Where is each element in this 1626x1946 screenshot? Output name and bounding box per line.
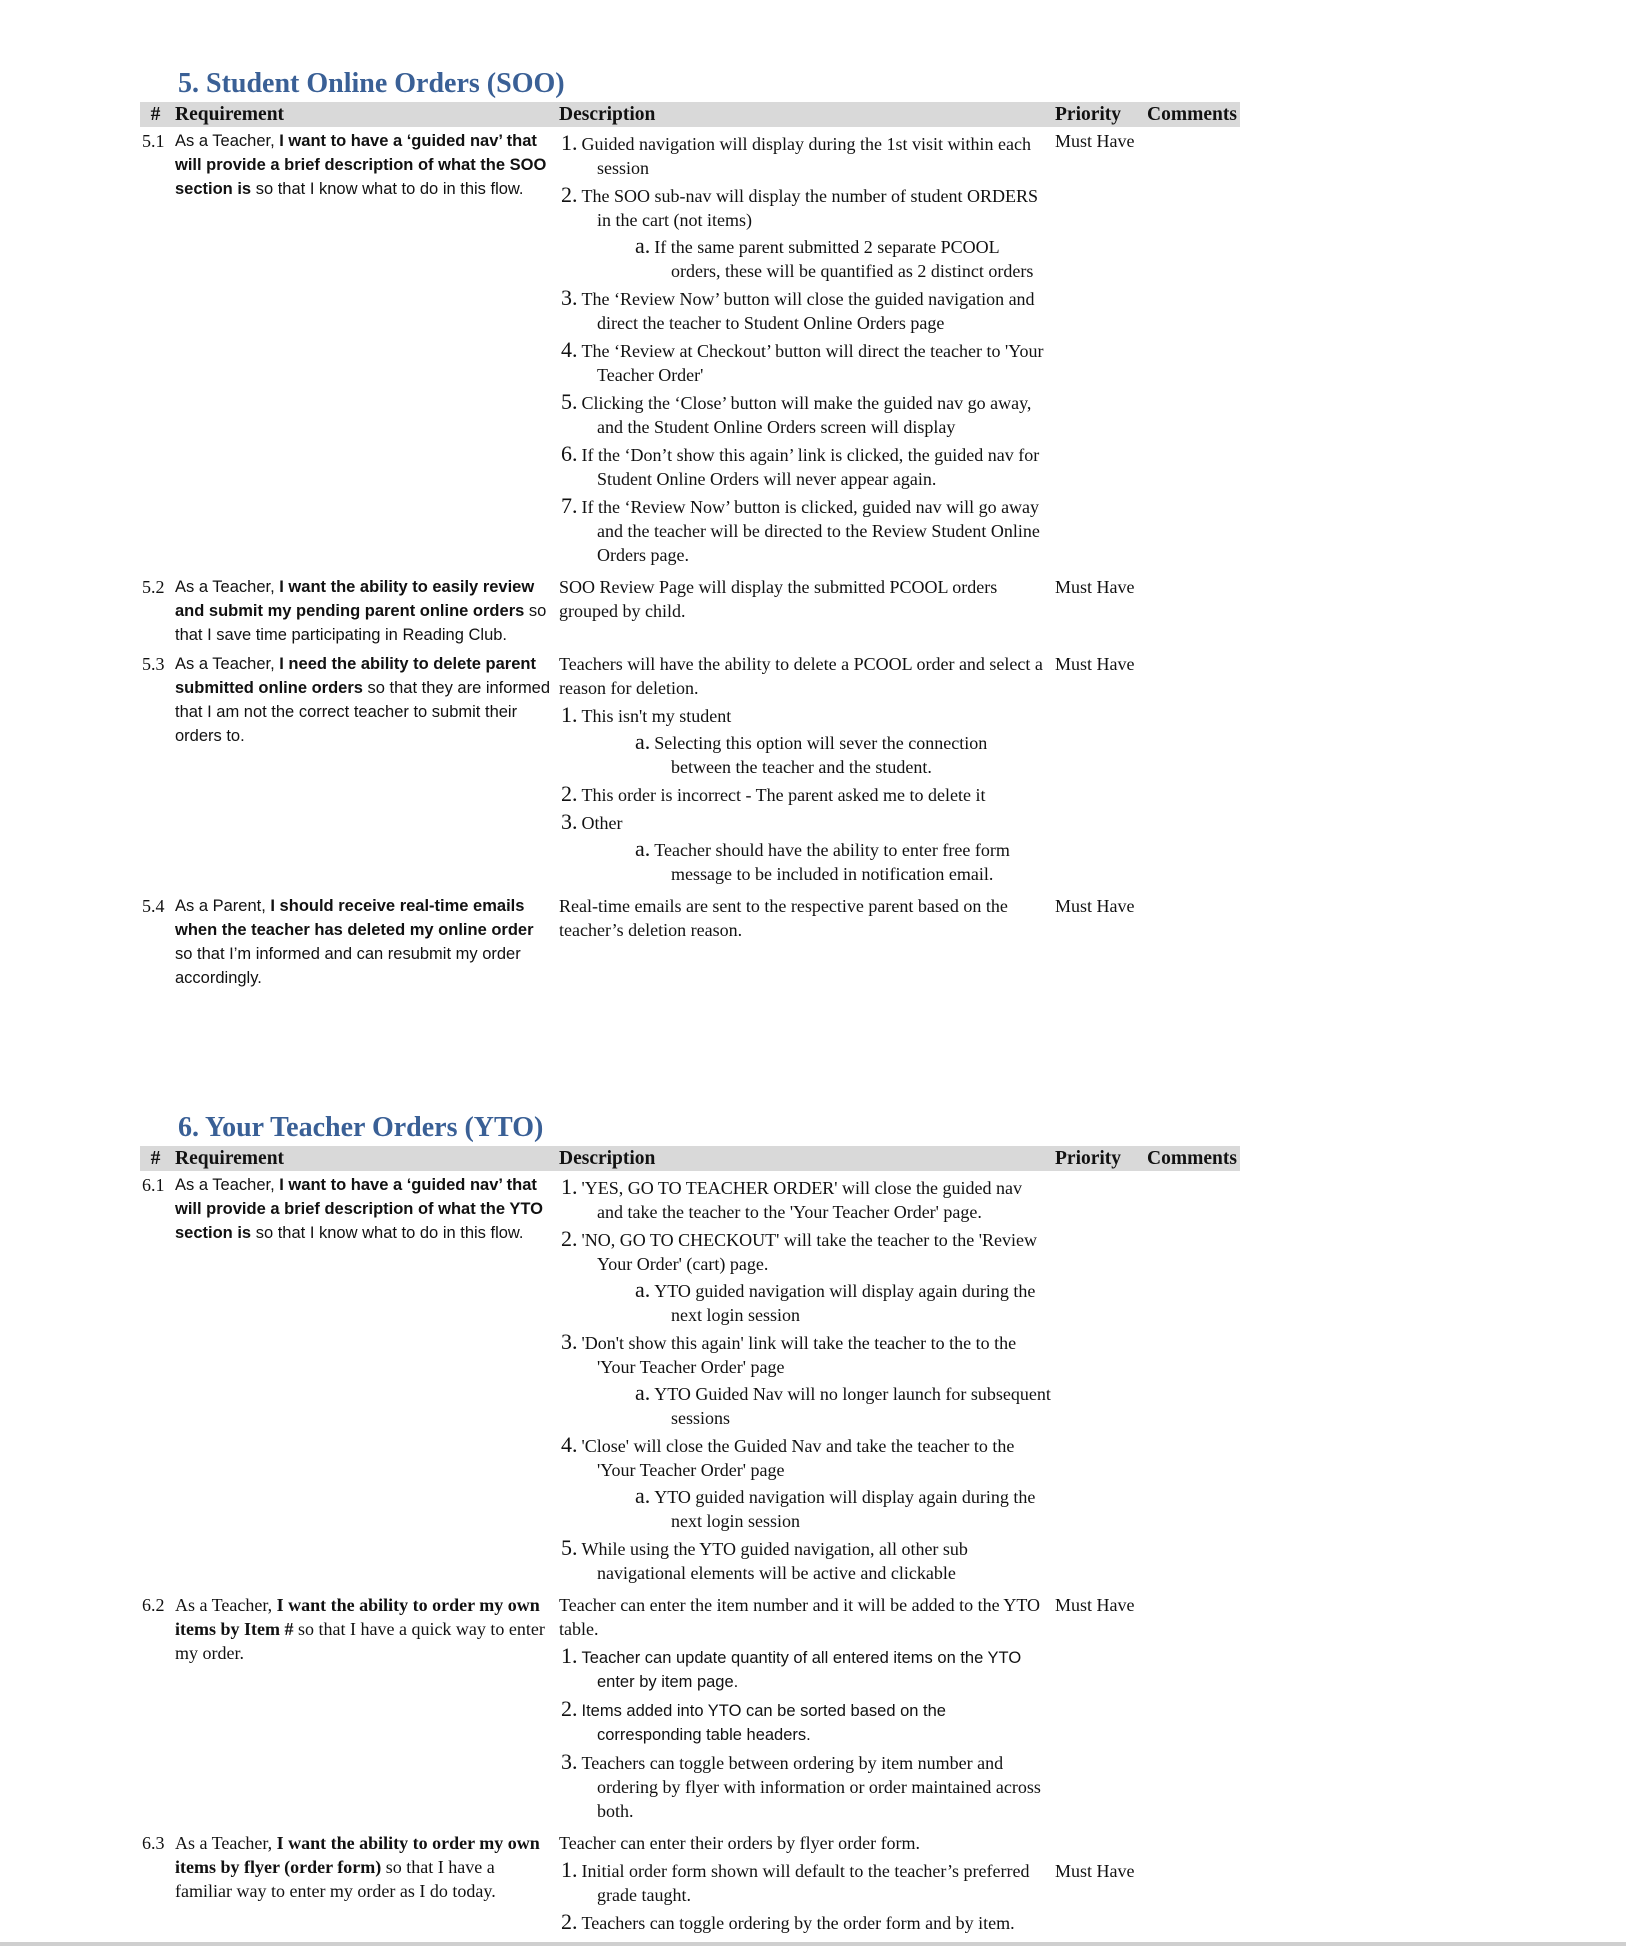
comments-cell (1145, 650, 1240, 892)
description-cell (557, 650, 1053, 892)
list-item: 6. If the ‘Don’t show this again’ link is clicked, the guided nav for Student Online Orders will never appear again. (561, 441, 1040, 489)
comments-cell (1145, 573, 1240, 650)
list-subitem: a. If the same parent submitted 2 separate PCOOL orders, these will be quantified as 2 distinct orders (635, 233, 1034, 281)
table-row (140, 573, 1240, 650)
priority-cell: Must Have (1055, 577, 1135, 597)
table-row (140, 127, 1240, 573)
requirement-text: As a Teacher, I need the ability to delete parent submitted online orders so that they are informed that I am not the correct teacher to submit their orders to. (175, 655, 551, 745)
section-title-soo: 5. Student Online Orders (SOO) (178, 68, 565, 99)
list-subitem: a. YTO Guided Nav will no longer launch for subsequent sessions (635, 1380, 1051, 1428)
header-description: Description (557, 1146, 1053, 1171)
list-item: 5. While using the YTO guided navigation, all other sub navigational elements will be active and clickable (561, 1535, 968, 1583)
priority-cell (1053, 1171, 1145, 1591)
list-item: 2. Teachers can toggle ordering by the order form and by item. (561, 1909, 1015, 1934)
list-subitem: a. Selecting this option will sever the connection between the teacher and the student. (635, 729, 988, 777)
table-header-row (140, 102, 1240, 127)
description-intro: Teacher can enter their orders by flyer order form. (559, 1833, 921, 1853)
header-description: Description (557, 102, 1053, 127)
requirements-table-soo (140, 102, 1240, 993)
requirement-text: As a Teacher, I want the ability to order my own items by Item # so that I have a quick way to enter my order. (175, 1595, 545, 1663)
priority-cell: Must Have (1055, 654, 1135, 674)
table-row (140, 650, 1240, 892)
comments-cell (1145, 1171, 1240, 1591)
requirement-text: As a Teacher, I want to have a ‘guided nav’ that will provide a brief description of what the SOO section is so that I know what to do in this flow. (175, 132, 547, 198)
table-row (140, 1171, 1240, 1591)
description-cell (557, 1591, 1053, 1829)
requirement-text: As a Teacher, I want the ability to easily review and submit my pending parent online orders so that I save time participating in Reading Club. (175, 578, 547, 644)
list-item: 7. If the ‘Review Now’ button is clicked, guided nav will go away and the teacher will be directed to the Review Student Online Orders page. (561, 493, 1040, 565)
comments-cell (1145, 1591, 1240, 1829)
row-number: 6.2 (142, 1595, 165, 1615)
table-row (140, 1829, 1240, 1941)
description-cell (557, 1171, 1053, 1591)
list-item: 2. Items added into YTO can be sorted based on the corresponding table headers. (561, 1696, 946, 1744)
comments-cell (1145, 1829, 1240, 1941)
description-list (559, 131, 1051, 567)
list-item: 2. This order is incorrect - The parent asked me to delete it (561, 781, 986, 806)
row-number: 5.2 (142, 577, 165, 597)
priority-cell: Must Have (1055, 1595, 1135, 1615)
requirement-text: As a Teacher, I want to have a ‘guided nav’ that will provide a brief description of what the YTO section is so that I know what to do in this flow. (175, 1176, 543, 1242)
description-list (559, 703, 1051, 886)
list-item: 3. Other a. Teacher should have the ability to enter free form message to be included in notification email. (559, 810, 1051, 886)
list-item: 3. Teachers can toggle between ordering by item number and ordering by flyer with information or order maintained across both. (561, 1749, 1041, 1821)
table-header-row (140, 1146, 1240, 1171)
list-item: 2. 'NO, GO TO CHECKOUT' will take the teacher to the 'Review Your Order' (cart) page. a. YTO guided navigation will display again during the next login session (559, 1227, 1051, 1327)
comments-cell (1145, 892, 1240, 993)
description-cell (557, 573, 1053, 650)
description-intro: Real-time emails are sent to the respective parent based on the teacher’s deletion reason. (559, 896, 1008, 940)
priority-cell: Must Have (1055, 1861, 1135, 1881)
description-intro: SOO Review Page will display the submitted PCOOL orders grouped by child. (559, 577, 998, 621)
row-number: 6.1 (142, 1175, 165, 1195)
description-list (559, 1175, 1051, 1585)
list-subitem: a. Teacher should have the ability to enter free form message to be included in notification email. (635, 836, 1010, 884)
list-item: 1. 'YES, GO TO TEACHER ORDER' will close the guided nav and take the teacher to the 'Your Teacher Order' page. (561, 1174, 1022, 1222)
priority-cell: Must Have (1055, 131, 1135, 151)
list-item: 1. Teacher can update quantity of all entered items on the YTO enter by item page. (561, 1643, 1022, 1691)
header-priority: Priority (1053, 1146, 1145, 1171)
row-number: 5.3 (142, 654, 165, 674)
header-num: # (140, 1146, 173, 1171)
list-item: 1. Initial order form shown will default to the teacher’s preferred grade taught. (561, 1857, 1030, 1905)
table-row (140, 892, 1240, 993)
list-item: 1. Guided navigation will display during the 1st visit within each session (561, 130, 1031, 178)
list-subitem: a. YTO guided navigation will display again during the next login session (635, 1277, 1036, 1325)
description-cell (557, 127, 1053, 573)
priority-cell: Must Have (1055, 896, 1135, 916)
row-number: 5.1 (142, 131, 165, 151)
list-item: 3. The ‘Review Now’ button will close the guided navigation and direct the teacher to Student Online Orders page (561, 285, 1035, 333)
header-comments: Comments (1145, 102, 1240, 127)
requirements-table-yto (140, 1146, 1240, 1941)
list-subitem: a. YTO guided navigation will display again during the next login session (635, 1483, 1036, 1531)
list-item: 3. 'Don't show this again' link will take the teacher to the to the 'Your Teacher Order' page a. YTO Guided Nav will no longer launch for subsequent sessions (561, 1329, 1051, 1428)
description-cell (557, 1829, 1053, 1941)
description-intro: Teacher can enter the item number and it will be added to the YTO table. (559, 1595, 1041, 1639)
comments-cell (1145, 127, 1240, 573)
list-item: 4. The ‘Review at Checkout’ button will direct the teacher to 'Your Teacher Order' (561, 337, 1044, 385)
header-requirement: Requirement (173, 102, 557, 127)
header-num: # (140, 102, 173, 127)
requirement-text: As a Parent, I should receive real-time emails when the teacher has deleted my online order so that I’m informed and can resubmit my order accordingly. (175, 897, 534, 987)
description-list (559, 1858, 1051, 1935)
row-number: 5.4 (142, 896, 165, 916)
header-requirement: Requirement (173, 1146, 557, 1171)
list-item: 4. 'Close' will close the Guided Nav and take the teacher to the 'Your Teacher Order' page a. YTO guided navigation will display again during the next login session (559, 1433, 1051, 1533)
table-row (140, 1591, 1240, 1829)
header-priority: Priority (1053, 102, 1145, 127)
description-intro: Teachers will have the ability to delete a PCOOL order and select a reason for deletion. (559, 654, 1043, 698)
list-item: 2. The SOO sub-nav will display the number of student ORDERS in the cart (not items) a. If the same parent submitted 2 separate PCOOL orders, these will be quantified as 2 distinct orders (559, 183, 1051, 283)
header-comments: Comments (1145, 1146, 1240, 1171)
row-number: 6.3 (142, 1833, 165, 1853)
window-bottom-edge (0, 1942, 1626, 1946)
description-cell (557, 892, 1053, 993)
list-item: 5. Clicking the ‘Close’ button will make the guided nav go away, and the Student Online Orders screen will display (561, 389, 1032, 437)
description-list (559, 1644, 1051, 1823)
requirement-text: As a Teacher, I want the ability to order my own items by flyer (order form) so that I have a familiar way to enter my order as I do today. (175, 1833, 540, 1901)
section-title-yto: 6. Your Teacher Orders (YTO) (178, 1112, 544, 1143)
list-item: 1. This isn't my student a. Selecting this option will sever the connection between the teacher and the student. (559, 703, 1051, 779)
